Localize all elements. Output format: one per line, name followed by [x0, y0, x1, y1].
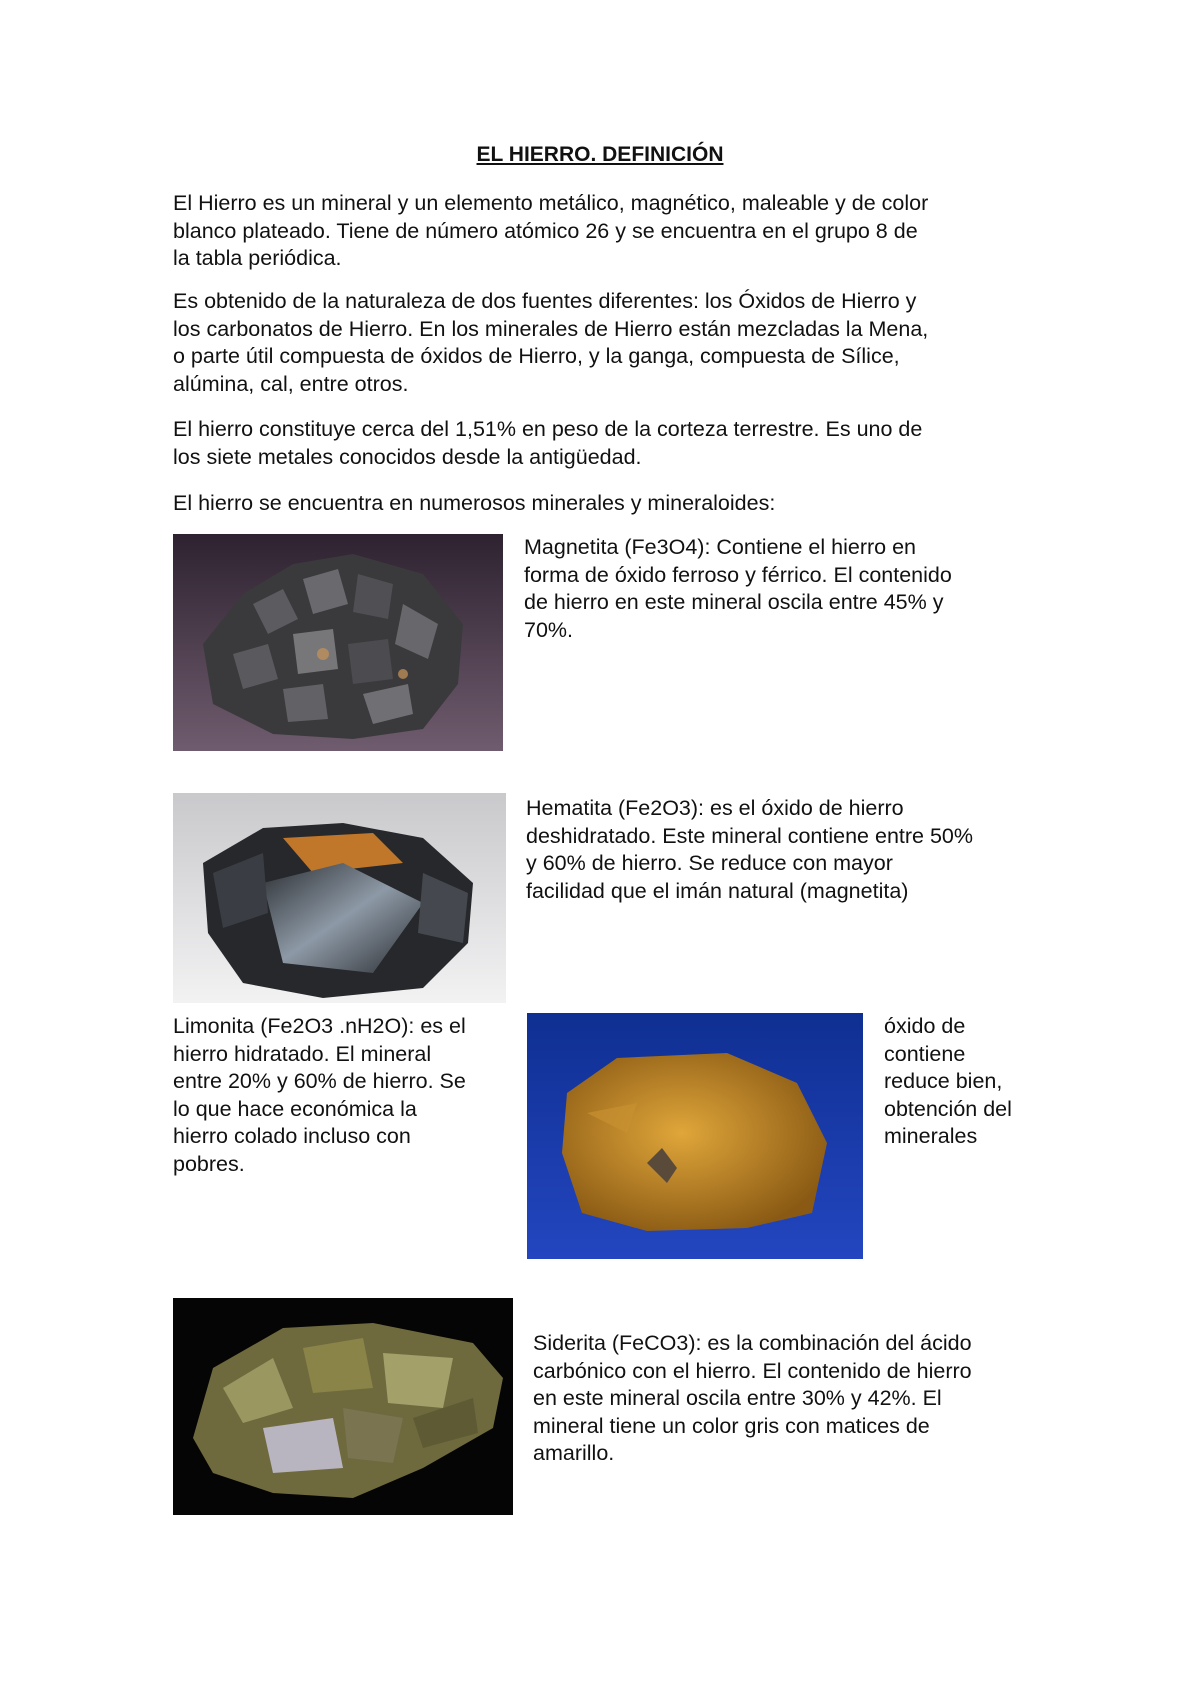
hematita-text: Hematita (Fe2O3): es el óxido de hierro deshidratado. Este mineral contiene entre 50% y 60% de hierro. Se reduce con mayor facilidad que el imán natural (magnetita): [526, 796, 973, 903]
intro-paragraph-3: El hierro constituye cerca del 1,51% en peso de la corteza terrestre. Es uno de los siete metales conocidos desde la antigüedad.: [173, 417, 923, 469]
magnetita-text: Magnetita (Fe3O4): Contiene el hierro en forma de óxido ferroso y férrico. El contenido de hierro en este mineral oscila entre 45% y 70%.: [524, 535, 952, 642]
siderita-text: Siderita (FeCO3): es la combinación del ácido carbónico con el hierro. El contenido de hierro en este mineral oscila entre 30% y 42%. El mineral tiene un color gris con matices de amarillo.: [533, 1331, 972, 1465]
intro-paragraph-4: El hierro se encuentra en numerosos minerales y mineraloides:: [173, 491, 776, 515]
hematita-image: [173, 793, 506, 1003]
limonita-text-right: óxido de contiene reduce bien, obtención del minerales: [884, 1014, 1012, 1148]
magnetita-image: [173, 534, 503, 751]
siderita-image: [173, 1298, 513, 1515]
page-title: EL HIERRO. DEFINICIÓN: [476, 143, 724, 166]
limonita-image: [527, 1013, 863, 1259]
intro-paragraph-2: Es obtenido de la naturaleza de dos fuentes diferentes: los Óxidos de Hierro y los carbonatos de Hierro. En los minerales de Hierro están mezcladas la Mena, o parte útil compuesta de óxidos de Hierro, y la ganga, compuesta de Sílice, alúmina, cal, entre otros.: [173, 289, 929, 396]
intro-paragraph-1: El Hierro es un mineral y un elemento metálico, magnético, maleable y de color blanco plateado. Tiene de número atómico 26 y se encuentra en el grupo 8 de la tabla periódica.: [173, 191, 929, 270]
limonita-text-left: Limonita (Fe2O3 .nH2O): es el hierro hidratado. El mineral entre 20% y 60% de hierro. Se lo que hace económica la hierro colado incluso con pobres.: [173, 1014, 466, 1176]
